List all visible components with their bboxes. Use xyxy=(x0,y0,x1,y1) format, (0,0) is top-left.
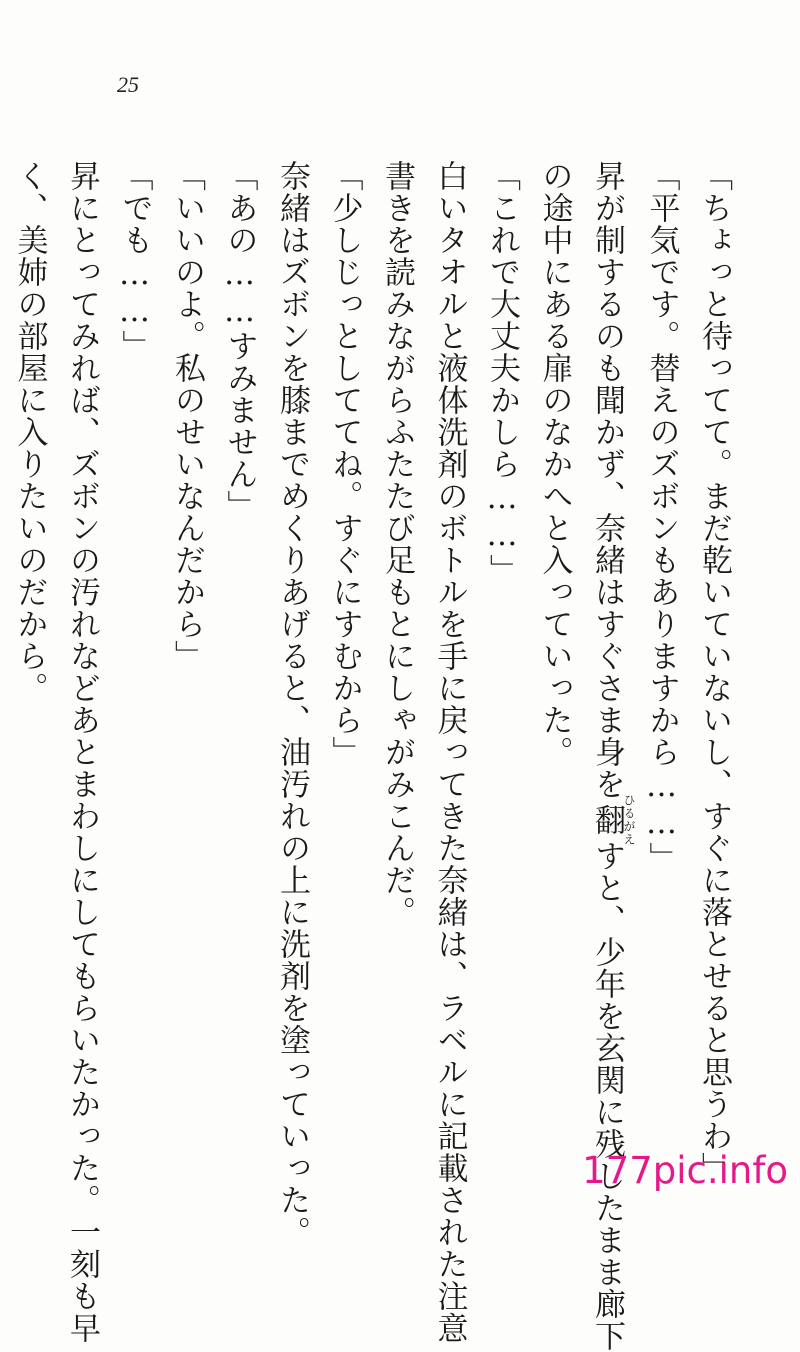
text-line-12: 「でも……」 xyxy=(116,160,153,362)
text-line-1: 「ちょっと待ってて。まだ乾いていないし、すぐに落とせると思うわ」 xyxy=(696,160,732,1184)
text-line-11: 「いいのよ。私のせいなんだから」 xyxy=(169,160,205,672)
watermark: 177pic.info xyxy=(582,1149,788,1192)
text-line-6: 白いタオルと液体洗剤のボトルを手に戻ってきた奈緒は、ラベルに記載された注意 xyxy=(431,160,468,1344)
text-line-7: 書きを読みながらふたたび足もとにしゃがみこんだ。 xyxy=(379,160,415,928)
furigana-ruby: 翻ひるがえ xyxy=(589,794,636,846)
furigana-reading: ひるがえ xyxy=(622,794,636,846)
text-line-8: 「少しじっとしててね。すぐにすむから」 xyxy=(326,160,363,768)
text-line-3: 昇が制するのも聞かず、奈緒はすぐさま身を翻ひるがえすと、少年を玄関に残したまま廊下 xyxy=(589,160,636,1352)
text-line-9: 奈緒はズボンを膝までめくりあげると、油汚れの上に洗剤を塗っていった。 xyxy=(274,160,310,1248)
text-line-10: 「あの……すみません」 xyxy=(221,160,258,522)
text-line-4: の途中にある扉のなかへと入っていった。 xyxy=(536,160,573,768)
text-line-2: 「平気です。替えのズボンもありますから……」 xyxy=(643,160,680,874)
text-line-14: く、美姉の部屋に入りたいのだから。 xyxy=(11,160,48,704)
text-line-13: 昇にとってみれば、ズボンの汚れなどあとまわしにしてもらいたかった。一刻も早 xyxy=(64,160,100,1344)
text-line-5: 「これで大丈夫かしら……」 xyxy=(484,160,520,586)
text-line-15 xyxy=(0,160,3,1120)
page-number: 25 xyxy=(117,72,139,97)
